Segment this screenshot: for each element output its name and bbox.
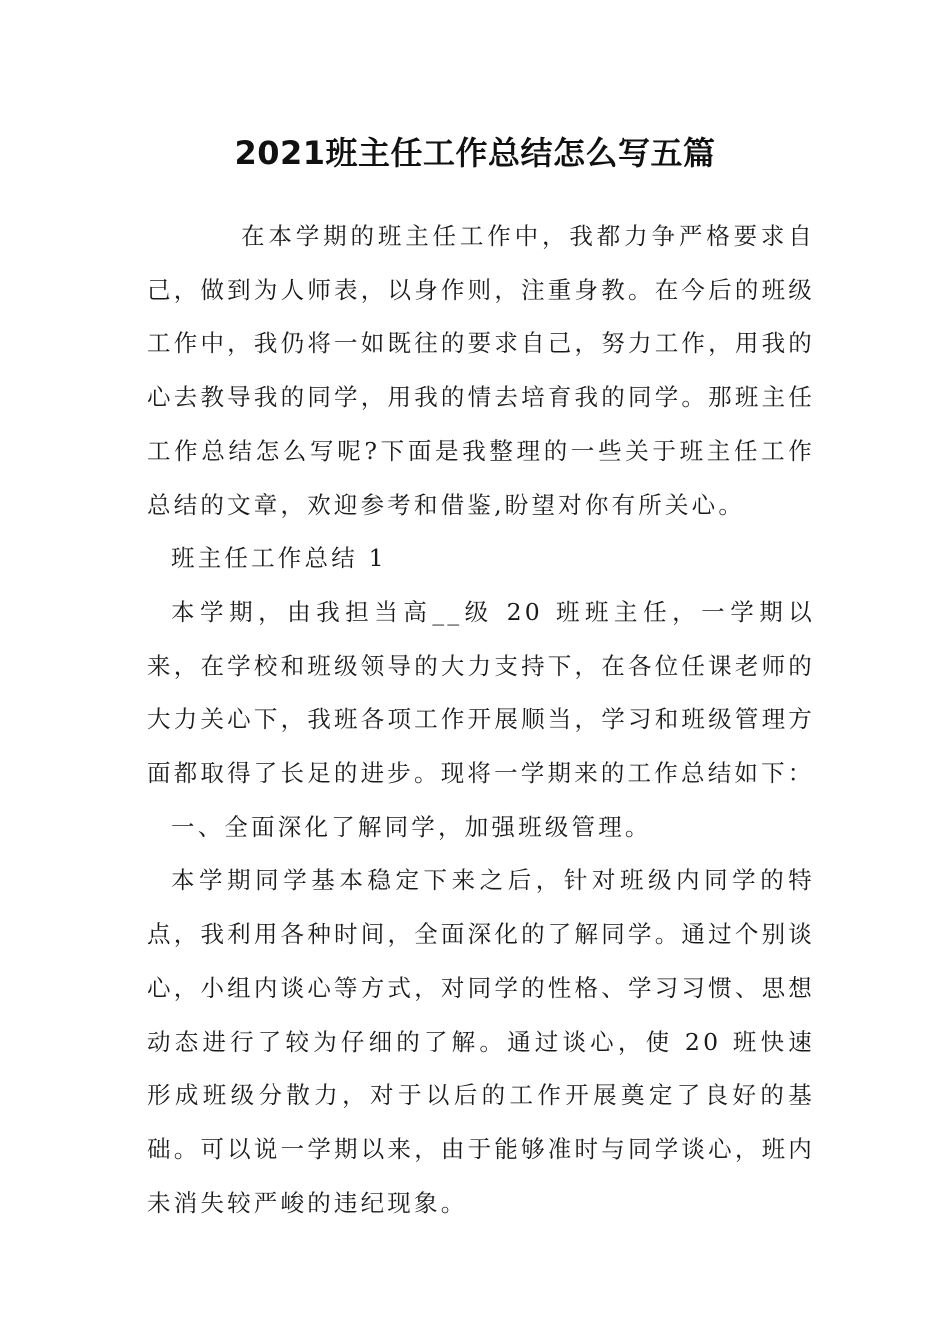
body-paragraph-1: 本学期，由我担当高__级 20 班班主任，一学期以来，在学校和班级领导的大力支持下，在各位任课老师的大力关心下，我班各项工作开展顺当，学习和班级管理方面都取得了长足的进步。现将一学期来的工作总结如下： <box>147 597 815 788</box>
document-title: 2021班主任工作总结怎么写五篇 <box>234 134 716 172</box>
body-paragraph-2: 本学期同学基本稳定下来之后，针对班级内同学的特点，我利用各种时间，全面深化的了解同学。通过个别谈心，小组内谈心等方式，对同学的性格、学习习惯、思想动态进行了较为仔细的了解。通过谈心，使 20 班快速形成班级分散力，对于以后的工作开展奠定了良好的基础。可以说一学期以来，由于能够准时与同学谈心，班内未消失较严峻的违纪现象。 <box>147 866 815 1217</box>
section-heading-1: 班主任工作总结 1 <box>171 544 387 573</box>
document-body <box>147 210 815 1230</box>
subheading-1: 一、全面深化了解同学，加强班级管理。 <box>171 812 652 841</box>
intro-paragraph: 在本学期的班主任工作中，我都力争严格要求自己，做到为人师表，以身作则，注重身教。在今后的班级工作中，我仍将一如既往的要求自己，努力工作，用我的心去教导我的同学，用我的情去培育我的同学。那班主任工作总结怎么写呢?下面是我整理的一些关于班主任工作总结的文章，欢迎参考和借鉴,盼望对你有所关心。 <box>147 222 815 519</box>
